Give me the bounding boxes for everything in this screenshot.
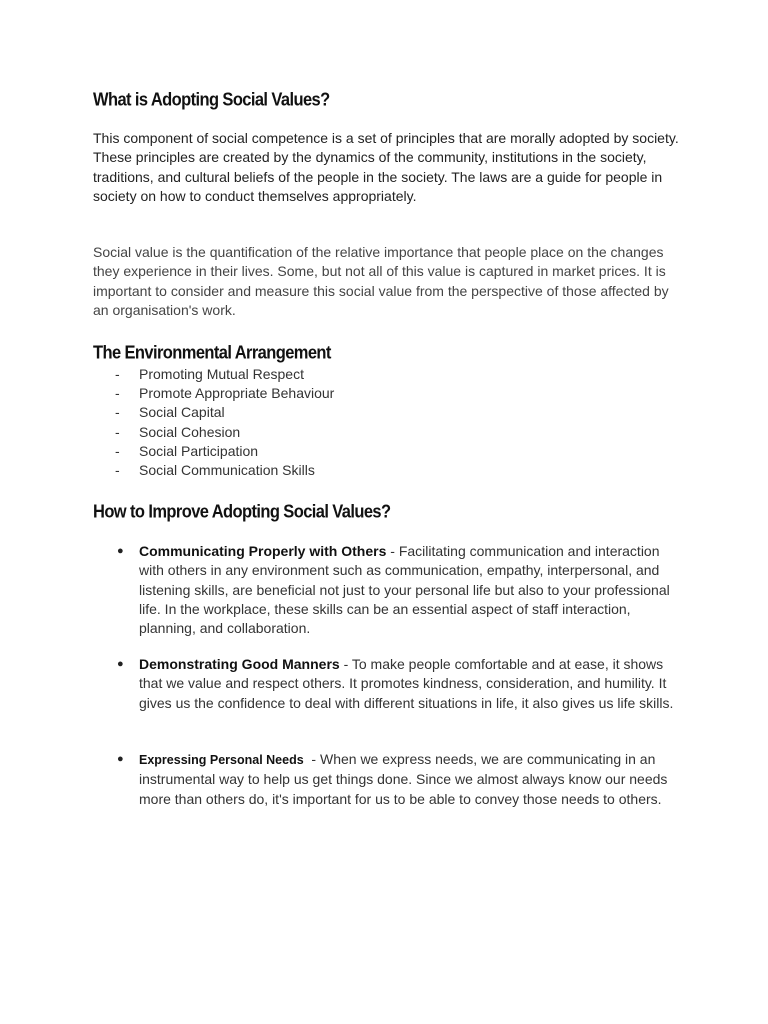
bullet-title: Demonstrating Good Manners [139, 656, 340, 672]
bullet-icon: ● [117, 753, 124, 765]
dash-marker: - [115, 442, 120, 459]
paragraph-social-value: Social value is the quantification of the relative importance that people place on the changes they experience in their lives. Some, but not all of this value is captured in market prices. It is important to consider and measure this social value from the perspective of those affected by an organisation's work. [93, 244, 669, 318]
bullet-item-personal-needs [117, 750, 687, 809]
bullet-body: - To make people comfortable and at ease, it shows that we value and respect others. It promotes kindness, consideration, and humility. It gives us the confidence to deal with different situations in life, it also gives us life skills. [139, 656, 674, 711]
bullet-title: Communicating Properly with Others [139, 543, 387, 559]
paragraph-social-competence: This component of social competence is a set of principles that are morally adopted by society. These principles are created by the dynamics of the community, institutions in the society, traditions, and cultural beliefs of the people in the society. The laws are a guide for people in society on how to conduct themselves appropriately. [93, 130, 679, 204]
heading-what-is-adopting-social-values: What is Adopting Social Values? [93, 90, 330, 110]
bullet-body: - Facilitating communication and interaction with others in any environment such as communication, empathy, interpersonal, and listening skills, are beneficial not just to your personal life but also to your professional life. In the workplace, these skills can be an essential aspect of staff interaction, planning, and collaboration. [139, 543, 670, 637]
heading-environmental-arrangement: The Environmental Arrangement [93, 343, 331, 363]
list-item: - Social Participation [93, 442, 334, 461]
bullet-body: - When we express needs, we are communicating in an instrumental way to help us get things done. Since we almost always know our needs more than others do, it's important for us to be able to convey those needs to others. [139, 751, 672, 807]
list-item: - Promote Appropriate Behaviour [93, 384, 334, 403]
heading-how-to-improve: How to Improve Adopting Social Values? [93, 502, 391, 522]
list-item: - Social Capital [93, 403, 334, 422]
bullet-icon: ● [117, 658, 124, 670]
environmental-arrangement-list [93, 365, 334, 480]
bullet-title: Expressing Personal Needs [139, 753, 304, 767]
bullet-item-good-manners [117, 655, 687, 713]
list-item: - Social Cohesion [93, 423, 334, 442]
dash-marker: - [115, 366, 120, 382]
dash-marker: - [115, 462, 120, 479]
dash-marker: - [115, 385, 120, 402]
list-item: - Promoting Mutual Respect [93, 365, 334, 384]
bullet-item-communicating [117, 542, 687, 638]
list-item: - Social Communication Skills [93, 461, 334, 480]
bullet-icon: ● [117, 545, 124, 557]
dash-marker: - [115, 404, 120, 421]
dash-marker: - [115, 423, 120, 440]
